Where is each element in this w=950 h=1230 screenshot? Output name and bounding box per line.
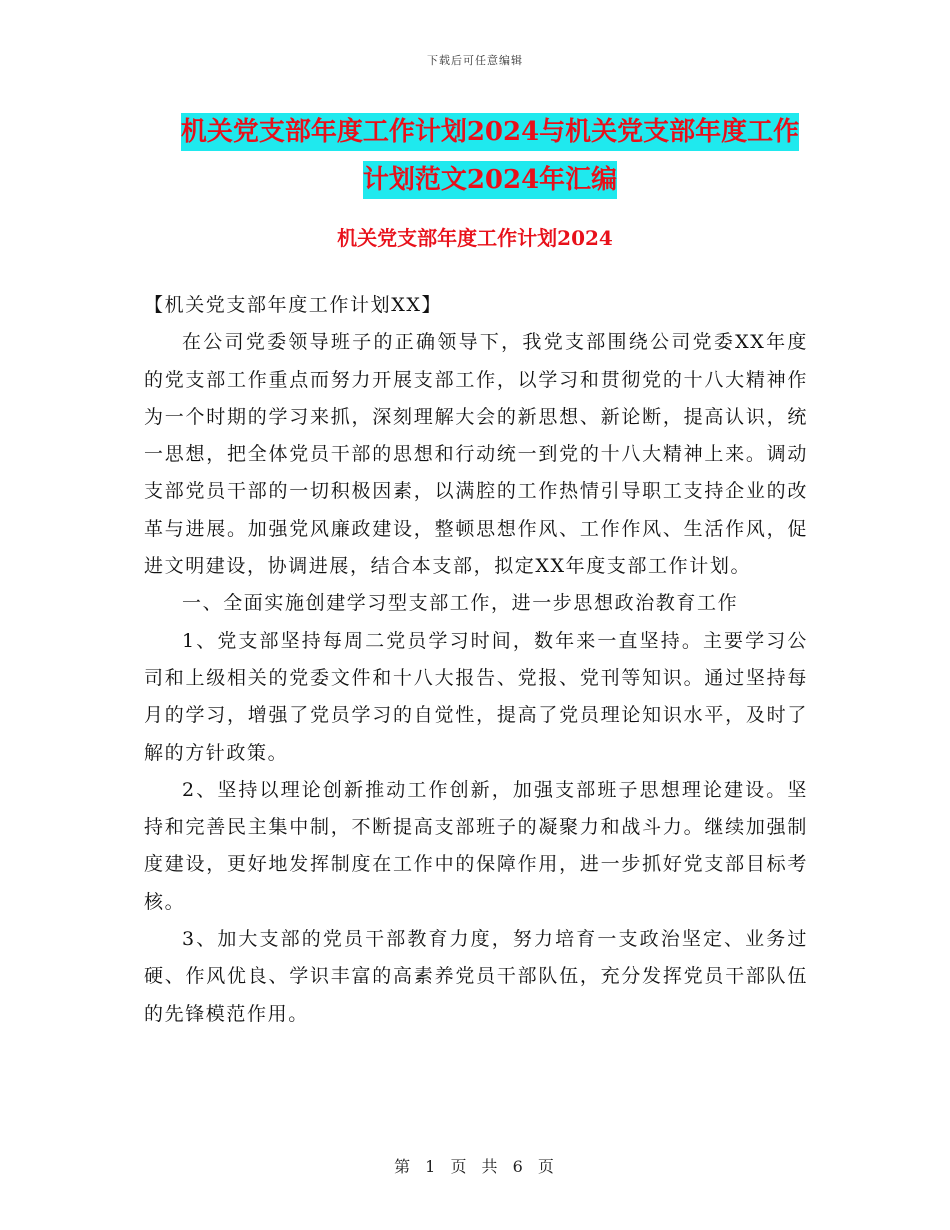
paragraph-bracket-heading: 【机关党支部年度工作计划XX】 <box>144 294 443 316</box>
paragraph-intro: 在公司党委领导班子的正确领导下，我党支部围绕公司党委XX年度的党支部工作重点而努力开展支部工作，以学习和贯彻党的十八大精神作为一个时期的学习来抓，深刻理解大会的新思想、新论断，提高认识，统一思想，把全体党员干部的思想和行动统一到党的十八大精神上来。调动支部党员干部的一切积极因素，以满腔的工作热情引导职工支持企业的改革与进展。加强党风廉政建设，整顿思想作风、工作作风、生活作风，促进文明建设，协调进展，结合本支部，拟定XX年度支部工作计划。 <box>144 331 808 578</box>
paragraph-heading-one: 一、全面实施创建学习型支部工作，进一步思想政治教育工作 <box>182 592 739 615</box>
paragraph-item-3: 3、加大支部的党员干部教育力度，努力培育一支政治坚定、业务过硬、作风优良、学识丰富的高素养党员干部队伍，充分发挥党员干部队伍的先锋模范作用。 <box>144 928 808 1025</box>
document-title-line-1: 机关党支部年度工作计划2024与机关党支部年度工作 <box>181 113 799 151</box>
section-title: 机关党支部年度工作计划2024 <box>337 226 613 250</box>
document-title <box>140 108 840 204</box>
page-number: 第 1 页 共 6 页 <box>394 1157 556 1176</box>
document-body <box>144 287 808 1033</box>
paragraph-item-1: 1、党支部坚持每周二党员学习时间，数年来一直坚持。主要学习公司和上级相关的党委文件和十八大报告、党报、党刊等知识。通过坚持每月的学习，增强了党员学习的自觉性，提高了党员理论知识水平，及时了解的方针政策。 <box>144 629 808 764</box>
page-header-note: 下载后可任意编辑 <box>427 54 523 67</box>
paragraph-item-2: 2、坚持以理论创新推动工作创新，加强支部班子思想理论建设。坚持和完善民主集中制，不断提高支部班子的凝聚力和战斗力。继续加强制度建设，更好地发挥制度在工作中的保障作用，进一步抓好党支部目标考核。 <box>144 778 808 913</box>
document-title-line-2: 计划范文2024年汇编 <box>363 161 617 199</box>
